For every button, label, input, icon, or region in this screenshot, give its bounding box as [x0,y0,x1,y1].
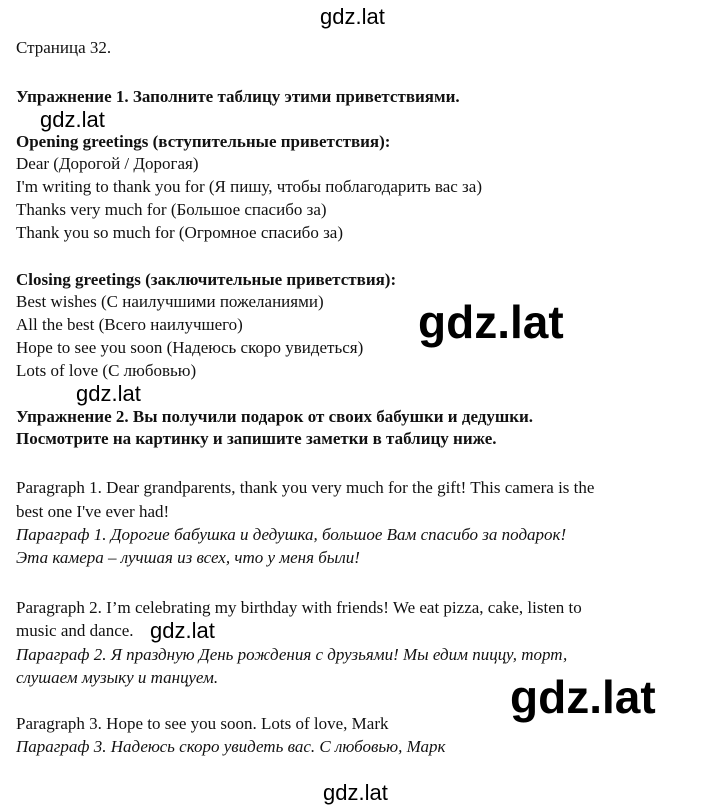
watermark-text: gdz.lat [418,296,564,348]
page-label: Страница 32. [16,38,112,57]
paragraph-2-russian-line-1: Параграф 2. Я праздную День рождения с друзьями! Мы едим пиццу, торт, [16,645,568,664]
watermark-text: gdz.lat [40,107,105,132]
closing-greeting-item: Hope to see you soon (Надеюсь скоро увидеться) [16,338,364,357]
opening-greeting-item: Thanks very much for (Большое спасибо за) [16,200,327,219]
opening-greetings-heading: Opening greetings (вступительные приветствия): [16,132,391,151]
paragraph-3-english-line-1: Paragraph 3. Hope to see you soon. Lots of love, Mark [16,714,389,733]
paragraph-2-english-line-2: music and dance. [16,621,134,640]
exercise-2-title-line-2: Посмотрите на картинку и запишите заметки в таблицу ниже. [16,429,497,448]
closing-greeting-item: Lots of love (С любовью) [16,361,197,380]
watermark-text: gdz.lat [510,671,656,723]
closing-greetings-heading: Closing greetings (заключительные приветствия): [16,270,397,289]
watermark-text: gdz.lat [320,4,385,29]
opening-greeting-item: Dear (Дорогой / Дорогая) [16,154,199,173]
opening-greeting-item: I'm writing to thank you for (Я пишу, чтобы поблагодарить вас за) [16,177,482,196]
closing-greeting-item: Best wishes (С наилучшими пожеланиями) [16,292,324,311]
paragraph-2-russian-line-2: слушаем музыку и танцуем. [16,668,219,687]
watermark-text: gdz.lat [150,618,215,643]
closing-greeting-item: All the best (Всего наилучшего) [16,315,243,334]
paragraph-1-english-line-1: Paragraph 1. Dear grandparents, thank you very much for the gift! This camera is the [16,478,595,497]
paragraph-2-english-line-1: Paragraph 2. I’m celebrating my birthday with friends! We eat pizza, cake, listen to [16,598,582,617]
watermark-text: gdz.lat [76,381,141,406]
paragraph-1-russian-line-1: Параграф 1. Дорогие бабушка и дедушка, большое Вам спасибо за подарок! [16,525,567,544]
exercise-1-title: Упражнение 1. Заполните таблицу этими приветствиями. [16,87,460,106]
paragraph-3-russian-line-1: Параграф 3. Надеюсь скоро увидеть вас. С любовью, Марк [16,737,446,756]
watermark-text: gdz.lat [323,780,388,805]
paragraph-1-english-line-2: best one I've ever had! [16,502,170,521]
exercise-2-title-line-1: Упражнение 2. Вы получили подарок от своих бабушки и дедушки. [16,407,534,426]
paragraph-1-russian-line-2: Эта камера – лучшая из всех, что у меня были! [16,548,360,567]
opening-greeting-item: Thank you so much for (Огромное спасибо за) [16,223,343,242]
